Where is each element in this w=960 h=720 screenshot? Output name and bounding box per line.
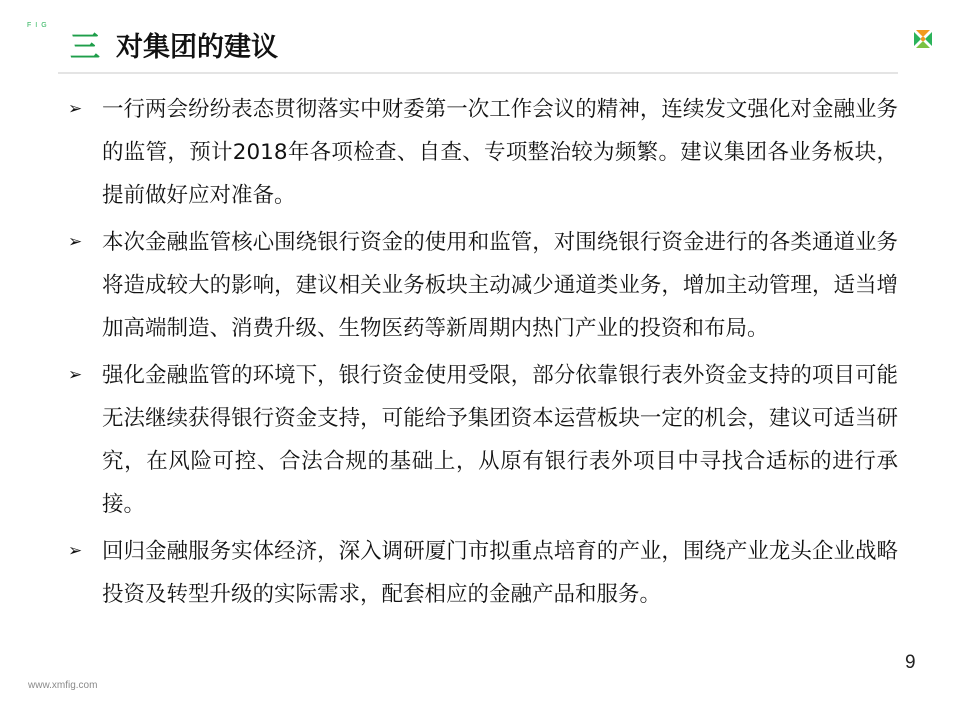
- company-logo-icon: [910, 26, 936, 52]
- arrow-right-icon: ➢: [68, 99, 83, 119]
- list-item: [66, 88, 902, 217]
- title-row: [70, 24, 278, 64]
- section-number: 三: [70, 30, 100, 65]
- title-divider: [58, 72, 898, 74]
- bullet-list: [66, 88, 902, 620]
- list-item: [66, 530, 902, 616]
- list-item: [66, 221, 902, 350]
- bullet-text: 回归金融服务实体经济，深入调研厦门市拟重点培育的产业，围绕产业龙头企业战略投资及转型升级的实际需求，配套相应的金融产品和服务。: [102, 539, 898, 607]
- bullet-text: 强化金融监管的环境下，银行资金使用受限，部分依靠银行表外资金支持的项目可能无法继续获得银行资金支持，可能给予集团资本运营板块一定的机会，建议可适当研究，在风险可控、合法合规的基础上，从原有银行表外项目中寻找合适标的进行承接。: [102, 363, 898, 517]
- list-item: [66, 354, 902, 526]
- page-title: 对集团的建议: [116, 31, 278, 63]
- footer-url: www.xmfig.com: [28, 680, 98, 691]
- page-number: 9: [905, 652, 916, 673]
- arrow-right-icon: ➢: [68, 232, 83, 252]
- bullet-text: 本次金融监管核心围绕银行资金的使用和监管，对围绕银行资金进行的各类通道业务将造成较大的影响，建议相关业务板块主动减少通道类业务，增加主动管理，适当增加高端制造、消费升级、生物医药等新周期内热门产业的投资和布局。: [102, 230, 898, 341]
- brand-mark: FIG: [27, 22, 51, 29]
- arrow-right-icon: ➢: [68, 541, 83, 561]
- bullet-text: 一行两会纷纷表态贯彻落实中财委第一次工作会议的精神，连续发文强化对金融业务的监管，预计2018年各项检查、自查、专项整治较为频繁。建议集团各业务板块，提前做好应对准备。: [102, 97, 898, 208]
- arrow-right-icon: ➢: [68, 365, 83, 385]
